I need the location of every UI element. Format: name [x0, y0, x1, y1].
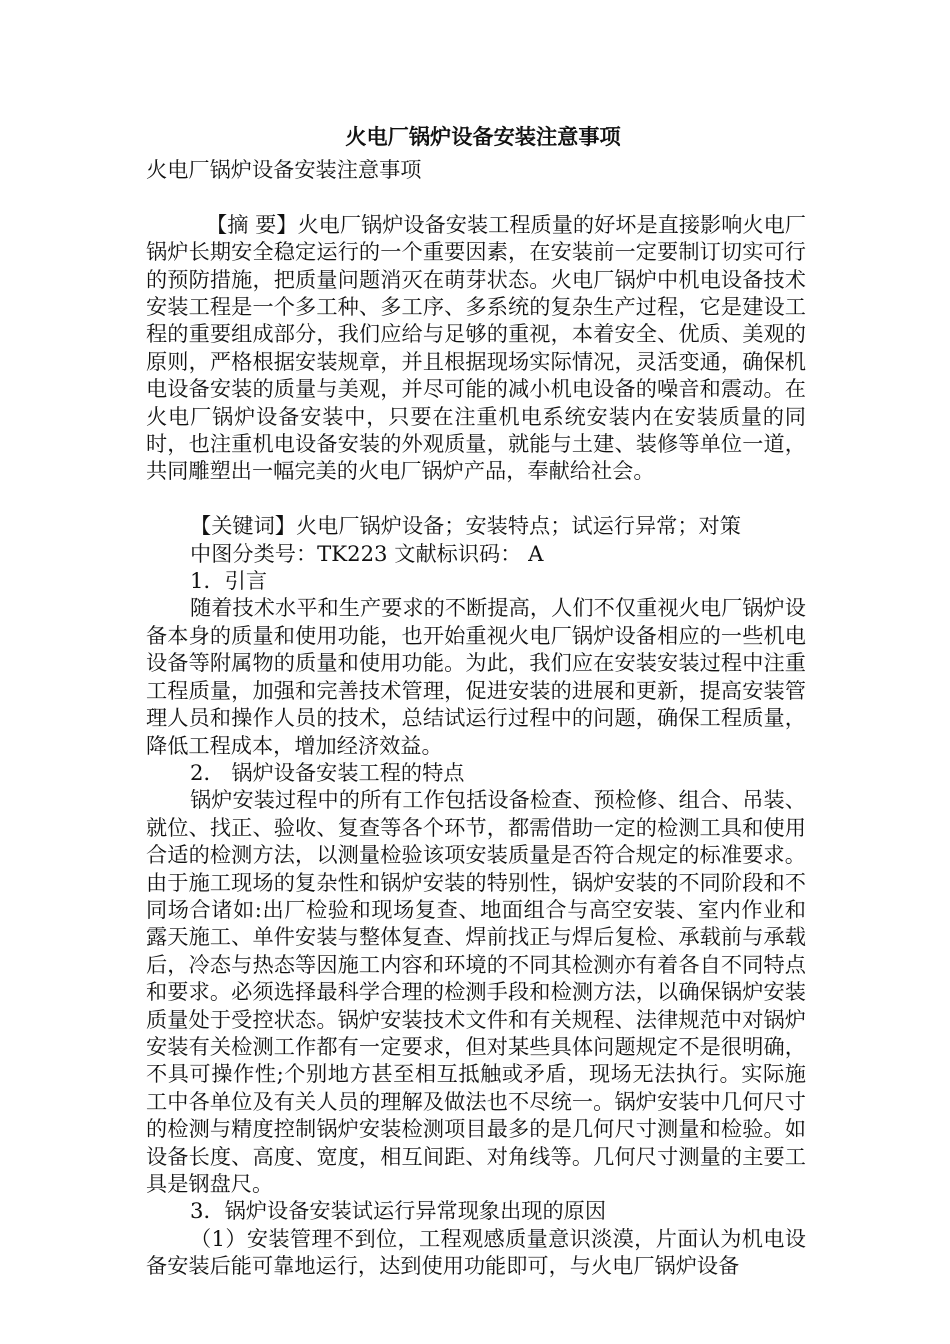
document-title: 火电厂锅炉设备安装注意事项 [345, 124, 621, 149]
document-page [146, 118, 806, 1280]
section-heading-features: 2． 锅炉设备安装工程的特点 [190, 759, 465, 785]
keywords-line: 【关键词】火电厂锅炉设备；安装特点；试运行异常；对策 [190, 513, 741, 539]
abstract-paragraph: 【摘 要】火电厂锅炉设备安装工程质量的好坏是直接影响火电厂锅炉长期安全稳定运行的一个重要因素，在安装前一定要制订切实可行的预防措施，把质量问题消灭在萌芽状态。火电厂锅炉中机电设备技术安装工程是一个多工种、多工序、多系统的复杂生产过程，它是建设工程的重要组成部分，我们应给与足够的重视，本着安全、优质、美观的原则，严格根据安装规章，并且根据现场实际情况，灵活变通，确保机电设备安装的质量与美观，并尽可能的减小机电设备的噪音和震动。在火电厂锅炉设备安装中，只要在注重机电系统安装内在安装质量的同时，也注重机电设备安装的外观质量，就能与土建、装修等单位一道，共同雕塑出一幅完美的火电厂锅炉产品，奉献给社会。 [146, 211, 806, 484]
blank-line [146, 183, 806, 210]
intro-paragraph: 随着技术水平和生产要求的不断提高，人们不仅重视火电厂锅炉设备本身的质量和使用功能，也开始重视火电厂锅炉设备相应的一些机电设备等附属物的质量和使用功能。为此，我们应在安装安装过程中注重工程质量，加强和完善技术管理，促进安装的进展和更新，提高安装管理人员和操作人员的技术，总结试运行过程中的问题，确保工程质量，降低工程成本，增加经济效益。 [146, 595, 806, 758]
section-heading-causes: 3．锅炉设备安装试运行异常现象出现的原因 [190, 1198, 607, 1224]
classification-line: 中图分类号：TK223 文献标识码： A [190, 540, 544, 566]
features-paragraph: 锅炉安装过程中的所有工作包括设备检查、预检修、组合、吊装、就位、找正、验收、复查等各个环节，都需借助一定的检测工具和使用合适的检测方法，以测量检验该项安装质量是否符合规定的标准要求。由于施工现场的复杂性和锅炉安装的特别性，锅炉安装的不同阶段和不同场合诸如:出厂检验和现场复查、地面组合与高空安装、室内作业和露天施工、单件安装与整体复查、焊前找正与焊后复检、承载前与承载后，冷态与热态等因施工内容和环境的不同其检测亦有着各自不同特点和要求。必须选择最科学合理的检测手段和检测方法，以确保锅炉安装质量处于受控状态。锅炉安装技术文件和有关规程、法律规范中对锅炉安装有关检测工作都有一定要求，但对某些具体问题规定不是很明确，不具可操作性;个别地方甚至相互抵触或矛盾，现场无法执行。实际施工中各单位及有关人员的理解及做法也不尽统一。锅炉安装中几何尺寸的检测与精度控制锅炉安装检测项目最多的是几何尺寸测量和检验。如设备长度、高度、宽度，相互间距、对角线等。几何尺寸测量的主要工具是钢盘尺。 [146, 787, 806, 1196]
blank-line [146, 485, 806, 512]
section-heading-intro: 1．引言 [190, 568, 268, 594]
document-subtitle: 火电厂锅炉设备安装注意事项 [146, 157, 422, 182]
causes-item-1: （1）安装管理不到位，工程观感质量意识淡漠，片面认为机电设备安装后能可靠地运行，达到使用功能即可，与火电厂锅炉设备 [146, 1225, 806, 1279]
